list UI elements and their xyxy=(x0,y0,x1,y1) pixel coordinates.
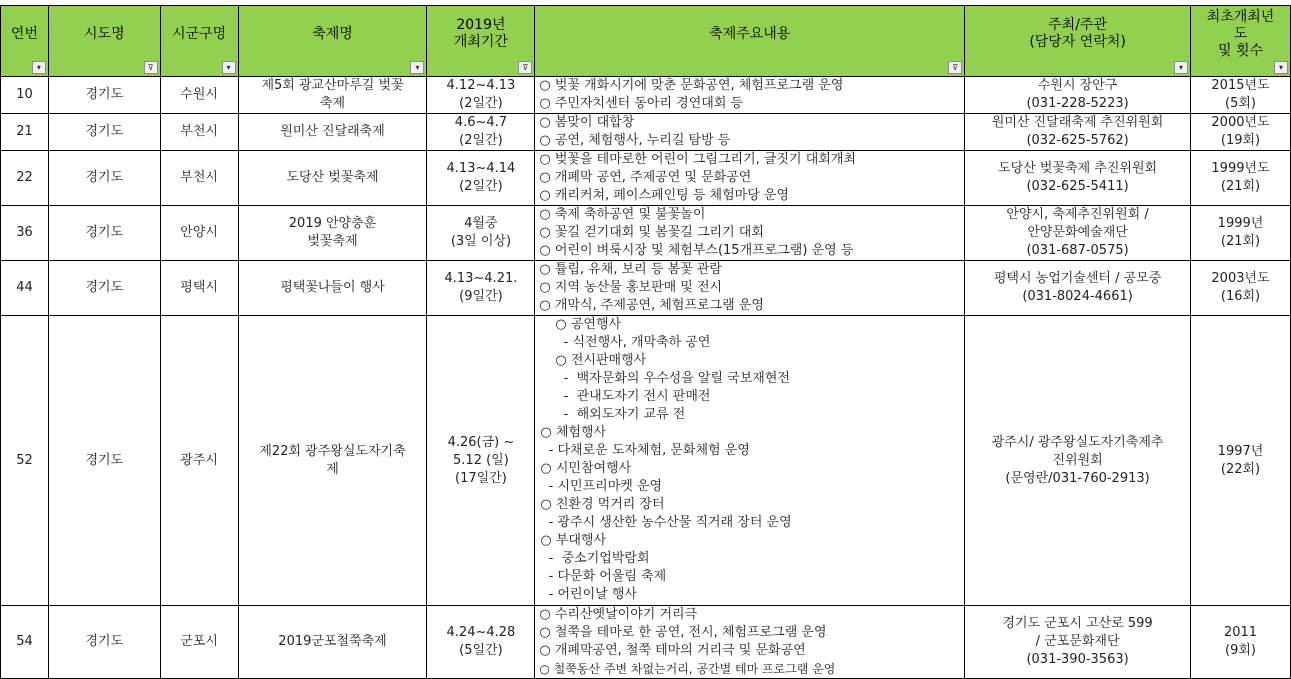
cell-city[interactable]: 수원시 xyxy=(160,77,238,114)
period-line: 4.13~4.14 xyxy=(446,161,516,176)
filter-dropdown-icon[interactable]: ▾ xyxy=(32,61,46,74)
filter-dropdown-icon[interactable]: ▾ xyxy=(1174,61,1188,74)
filter-active-icon[interactable]: ⊽ xyxy=(144,61,158,74)
festival-line: 제5회 광교산마루길 벚꽃 xyxy=(261,78,404,93)
organizer-line: (031-8024-4661) xyxy=(1022,289,1133,304)
first-line: 2011 xyxy=(1223,625,1258,640)
festival-line: 제22회 광주왕실도자기축 xyxy=(259,443,406,459)
header-period-line1: 2019년 xyxy=(456,17,506,33)
header-period-label xyxy=(427,17,534,65)
content-line: - 시민프리마켓 운영 xyxy=(540,479,663,494)
content-line: ○ 어린이 벼룩시장 및 체험부스(15개프로그램) 운영 등 xyxy=(539,243,854,258)
content-line: - 관내도자기 전시 판매전 xyxy=(555,389,711,404)
content-line: ○ 축제 축하공연 및 불꽃놀이 xyxy=(539,207,706,222)
cell-serial[interactable]: 44 xyxy=(1,261,49,316)
cell-province[interactable]: 경기도 xyxy=(48,114,160,151)
organizer-line: 도당산 벚꽃축제 추진위원회 xyxy=(998,161,1158,176)
cell-organizer[interactable] xyxy=(965,151,1191,206)
cell-content[interactable] xyxy=(535,77,965,114)
organizer-line: 평택시 농업기술센터 / 공모중 xyxy=(993,271,1162,286)
period-line: (17일간) xyxy=(455,470,507,486)
cell-festival[interactable] xyxy=(238,261,427,316)
cell-period[interactable] xyxy=(427,151,535,206)
content-line: ○ 벚꽃 개화시기에 맞춘 문화공연, 체험프로그램 운영 xyxy=(539,78,844,93)
content-line: ○ 캐리커쳐, 페이스페인팅 등 체험마당 운영 xyxy=(539,188,790,203)
header-province xyxy=(48,6,160,77)
header-first-line3: 및 횟수 xyxy=(1217,42,1264,59)
table-row xyxy=(1,114,1291,151)
cell-period[interactable] xyxy=(427,316,535,606)
table-row xyxy=(1,206,1291,261)
cell-city[interactable]: 광주시 xyxy=(160,316,238,606)
first-line: (21회) xyxy=(1220,179,1261,194)
cell-organizer[interactable] xyxy=(965,606,1191,679)
period-line: (2일간) xyxy=(459,133,503,148)
content-line: ○ 벚꽃을 테마로한 어린이 그림그리기, 글짓기 대회개최 xyxy=(539,152,856,167)
header-period xyxy=(427,6,535,77)
filter-active-icon[interactable]: ⊽ xyxy=(518,61,532,74)
cell-content[interactable] xyxy=(535,316,965,606)
content-line: ○ 친환경 먹거리 장터 xyxy=(540,497,665,512)
cell-content[interactable] xyxy=(535,114,965,151)
cell-organizer[interactable] xyxy=(965,77,1191,114)
cell-festival[interactable] xyxy=(238,606,427,679)
festival-line: 도당산 벚꽃축제 xyxy=(286,170,379,185)
header-organizer-line2: (담당자 연락처) xyxy=(1029,34,1126,50)
header-festival xyxy=(238,6,427,77)
cell-serial[interactable]: 21 xyxy=(1,114,49,151)
content-line: - 다문화 어울림 축제 xyxy=(540,569,667,584)
festival-table xyxy=(0,5,1291,679)
content-line: ○ 개폐막 공연, 주제공연 및 문화공연 xyxy=(539,170,752,185)
festival-line: 원미산 진달래축제 xyxy=(280,124,385,139)
cell-festival[interactable] xyxy=(238,77,427,114)
festival-line: 2019 안양충훈 xyxy=(288,216,377,231)
organizer-line: (032-625-5411) xyxy=(1026,179,1129,194)
period-line: (5일간) xyxy=(459,643,503,658)
content-line: ○ 철쭉을 테마로 한 공연, 전시, 체험프로그램 운영 xyxy=(539,625,827,640)
period-line: (9일간) xyxy=(459,289,503,304)
header-content xyxy=(535,6,965,77)
content-line: - 다채로운 도자체험, 문화체험 운영 xyxy=(540,443,750,458)
content-line: ○ 시민참여행사 xyxy=(540,461,632,476)
festival-line: 제 xyxy=(326,461,339,477)
organizer-line: (032-625-5762) xyxy=(1026,133,1129,148)
first-line: 1997년 xyxy=(1217,443,1264,459)
organizer-line: (031-390-3563) xyxy=(1026,652,1129,667)
cell-first-held[interactable] xyxy=(1191,316,1291,606)
content-line: ○ 체험행사 xyxy=(540,425,607,440)
filter-dropdown-icon[interactable]: ▾ xyxy=(222,61,236,74)
festival-line: 벚꽃축제 xyxy=(307,234,358,249)
period-line: 4.12~4.13 xyxy=(446,78,516,93)
period-line: 4.24~4.28 xyxy=(446,625,516,640)
content-line: ○ 주민자치센터 동아리 경연대회 등 xyxy=(539,96,744,111)
content-line: ○ 공연, 체험행사, 누리길 탐방 등 xyxy=(539,133,731,148)
filter-dropdown-icon[interactable]: ▾ xyxy=(410,61,424,74)
cell-festival[interactable] xyxy=(238,151,427,206)
header-serial xyxy=(1,6,49,77)
cell-period[interactable] xyxy=(427,261,535,316)
cell-serial[interactable]: 22 xyxy=(1,151,49,206)
filter-dropdown-icon[interactable]: ▾ xyxy=(1274,61,1288,74)
cell-first-held[interactable] xyxy=(1191,261,1291,316)
cell-province[interactable]: 경기도 xyxy=(48,151,160,206)
content-line: ○ 철쭉동산 주변 차없는거리, 공간별 테마 프로그램 운영 xyxy=(539,662,836,676)
cell-period[interactable] xyxy=(427,206,535,261)
cell-province[interactable]: 경기도 xyxy=(48,606,160,679)
organizer-line: (031-687-0575) xyxy=(1026,243,1129,258)
period-line: 4.26(금) ~ xyxy=(447,434,515,450)
cell-city[interactable]: 부천시 xyxy=(160,151,238,206)
cell-festival[interactable] xyxy=(238,316,427,606)
header-organizer-line1: 주최/주관 xyxy=(1048,17,1107,33)
header-first-line2: 도 xyxy=(1233,25,1248,42)
cell-province[interactable]: 경기도 xyxy=(48,77,160,114)
cell-serial[interactable]: 52 xyxy=(1,316,49,606)
organizer-line: 원미산 진달래축제 추진위원회 xyxy=(991,115,1164,130)
first-line: (9회) xyxy=(1225,643,1256,658)
organizer-line: (문영란/031-760-2913) xyxy=(1005,470,1150,486)
content-line: - 어린이날 행사 xyxy=(540,587,637,602)
content-line: ○ 전시판매행사 xyxy=(555,353,647,368)
organizer-line: 수원시 장안구 xyxy=(1037,78,1118,93)
organizer-line: 진위원회 xyxy=(1052,452,1103,468)
cell-city[interactable]: 부천시 xyxy=(160,114,238,151)
header-first-held xyxy=(1191,6,1291,77)
header-first-line1: 최초개최년 xyxy=(1206,8,1275,25)
cell-festival[interactable] xyxy=(238,206,427,261)
header-organizer xyxy=(965,6,1191,77)
period-line: 4.13~4.21. xyxy=(444,271,518,286)
festival-line: 평택꽃나들이 행사 xyxy=(280,280,385,295)
cell-organizer[interactable] xyxy=(965,206,1191,261)
first-line: (21회) xyxy=(1220,234,1261,249)
first-line: (16회) xyxy=(1220,289,1261,304)
first-line: (22회) xyxy=(1220,461,1261,477)
first-line: 2000년도 xyxy=(1211,115,1270,130)
first-line: (5회) xyxy=(1225,96,1256,111)
content-line: ○ 개막식, 주제공연, 체험프로그램 운영 xyxy=(539,298,764,313)
content-line: ○ 꽃길 걷기대회 및 봄꽃길 그리기 대회 xyxy=(539,225,764,240)
header-province-label: 시도명 xyxy=(84,25,125,42)
period-line: (2일간) xyxy=(459,96,503,111)
content-line: ○ 튤립, 유채, 보리 등 봄꽃 관람 xyxy=(539,262,722,277)
content-line: - 백자문화의 우수성을 알릴 국보재현전 xyxy=(555,371,790,386)
cell-serial[interactable]: 54 xyxy=(1,606,49,679)
cell-serial[interactable]: 36 xyxy=(1,206,49,261)
first-line: 2003년도 xyxy=(1211,271,1270,286)
cell-province[interactable]: 경기도 xyxy=(48,316,160,606)
table-row xyxy=(1,316,1291,606)
organizer-line: (031-228-5223) xyxy=(1026,96,1129,111)
first-line: 1999년 xyxy=(1217,216,1264,231)
cell-period[interactable] xyxy=(427,114,535,151)
cell-city[interactable]: 군포시 xyxy=(160,606,238,679)
content-line: ○ 수리산옛날이야기 거리극 xyxy=(539,607,698,622)
first-line: 2015년도 xyxy=(1211,78,1270,93)
content-line: - 식전행사, 개막축하 공연 xyxy=(555,335,711,350)
first-line: 1999년도 xyxy=(1211,161,1270,176)
cell-period[interactable] xyxy=(427,77,535,114)
cell-city[interactable]: 안양시 xyxy=(160,206,238,261)
cell-province[interactable]: 경기도 xyxy=(48,206,160,261)
header-row xyxy=(1,6,1291,77)
content-line: - 광주시 생산한 농수산물 직거래 장터 운영 xyxy=(540,515,792,530)
period-line: 4.6~4.7 xyxy=(454,115,508,130)
cell-content[interactable] xyxy=(535,151,965,206)
organizer-line: 경기도 군포시 고산로 599 xyxy=(1002,616,1153,631)
cell-content[interactable] xyxy=(535,606,965,679)
content-line: - 해외도자기 교류 전 xyxy=(555,407,686,422)
content-line: ○ 개폐막공연, 철쭉 테마의 거리극 및 문화공연 xyxy=(539,643,806,658)
cell-organizer[interactable] xyxy=(965,114,1191,151)
header-city xyxy=(160,6,238,77)
table-row xyxy=(1,261,1291,316)
cell-content[interactable] xyxy=(535,261,965,316)
organizer-line: 안양문화예술재단 xyxy=(1027,225,1128,240)
cell-first-held[interactable] xyxy=(1191,77,1291,114)
cell-first-held[interactable] xyxy=(1191,114,1291,151)
table-row xyxy=(1,151,1291,206)
festival-line: 2019군포철쭉축제 xyxy=(278,634,387,649)
header-organizer-label xyxy=(965,17,1190,65)
cell-first-held[interactable] xyxy=(1191,606,1291,679)
cell-first-held[interactable] xyxy=(1191,206,1291,261)
period-line: 4월중 xyxy=(464,216,498,231)
content-line: ○ 공연행사 xyxy=(555,317,622,332)
content-line: - 중소기업박람회 xyxy=(540,551,650,566)
cell-festival[interactable] xyxy=(238,114,427,151)
table-row xyxy=(1,77,1291,114)
header-serial-label: 연번 xyxy=(10,25,38,42)
cell-content[interactable] xyxy=(535,206,965,261)
cell-organizer[interactable] xyxy=(965,261,1191,316)
cell-period[interactable] xyxy=(427,606,535,679)
period-line: (3일 이상) xyxy=(450,234,512,249)
period-line: 5.12 (일) xyxy=(453,452,509,468)
header-city-label: 시군구명 xyxy=(172,25,227,42)
header-content-label: 축제주요내용 xyxy=(709,25,791,42)
organizer-line: / 군포문화재단 xyxy=(1035,634,1120,649)
cell-serial[interactable]: 10 xyxy=(1,77,49,114)
header-festival-label: 축제명 xyxy=(312,25,353,42)
filter-active-icon[interactable]: ⊽ xyxy=(948,61,962,74)
cell-city[interactable]: 평택시 xyxy=(160,261,238,316)
cell-organizer[interactable] xyxy=(965,316,1191,606)
header-period-line2: 개최기간 xyxy=(453,34,508,50)
festival-line: 축제 xyxy=(319,96,346,111)
table-row xyxy=(1,606,1291,679)
organizer-line: 광주시/ 광주왕실도자기축제추 xyxy=(991,434,1164,450)
cell-province[interactable]: 경기도 xyxy=(48,261,160,316)
content-line: ○ 봄맞이 대합창 xyxy=(539,115,635,130)
cell-first-held[interactable] xyxy=(1191,151,1291,206)
period-line: (2일간) xyxy=(459,179,503,194)
content-line: ○ 지역 농산물 홍보판매 및 전시 xyxy=(539,280,723,295)
first-line: (19회) xyxy=(1220,133,1261,148)
content-line: ○ 부대행사 xyxy=(540,533,607,548)
organizer-line: 안양시, 축제추진위원회 / xyxy=(1006,207,1149,222)
